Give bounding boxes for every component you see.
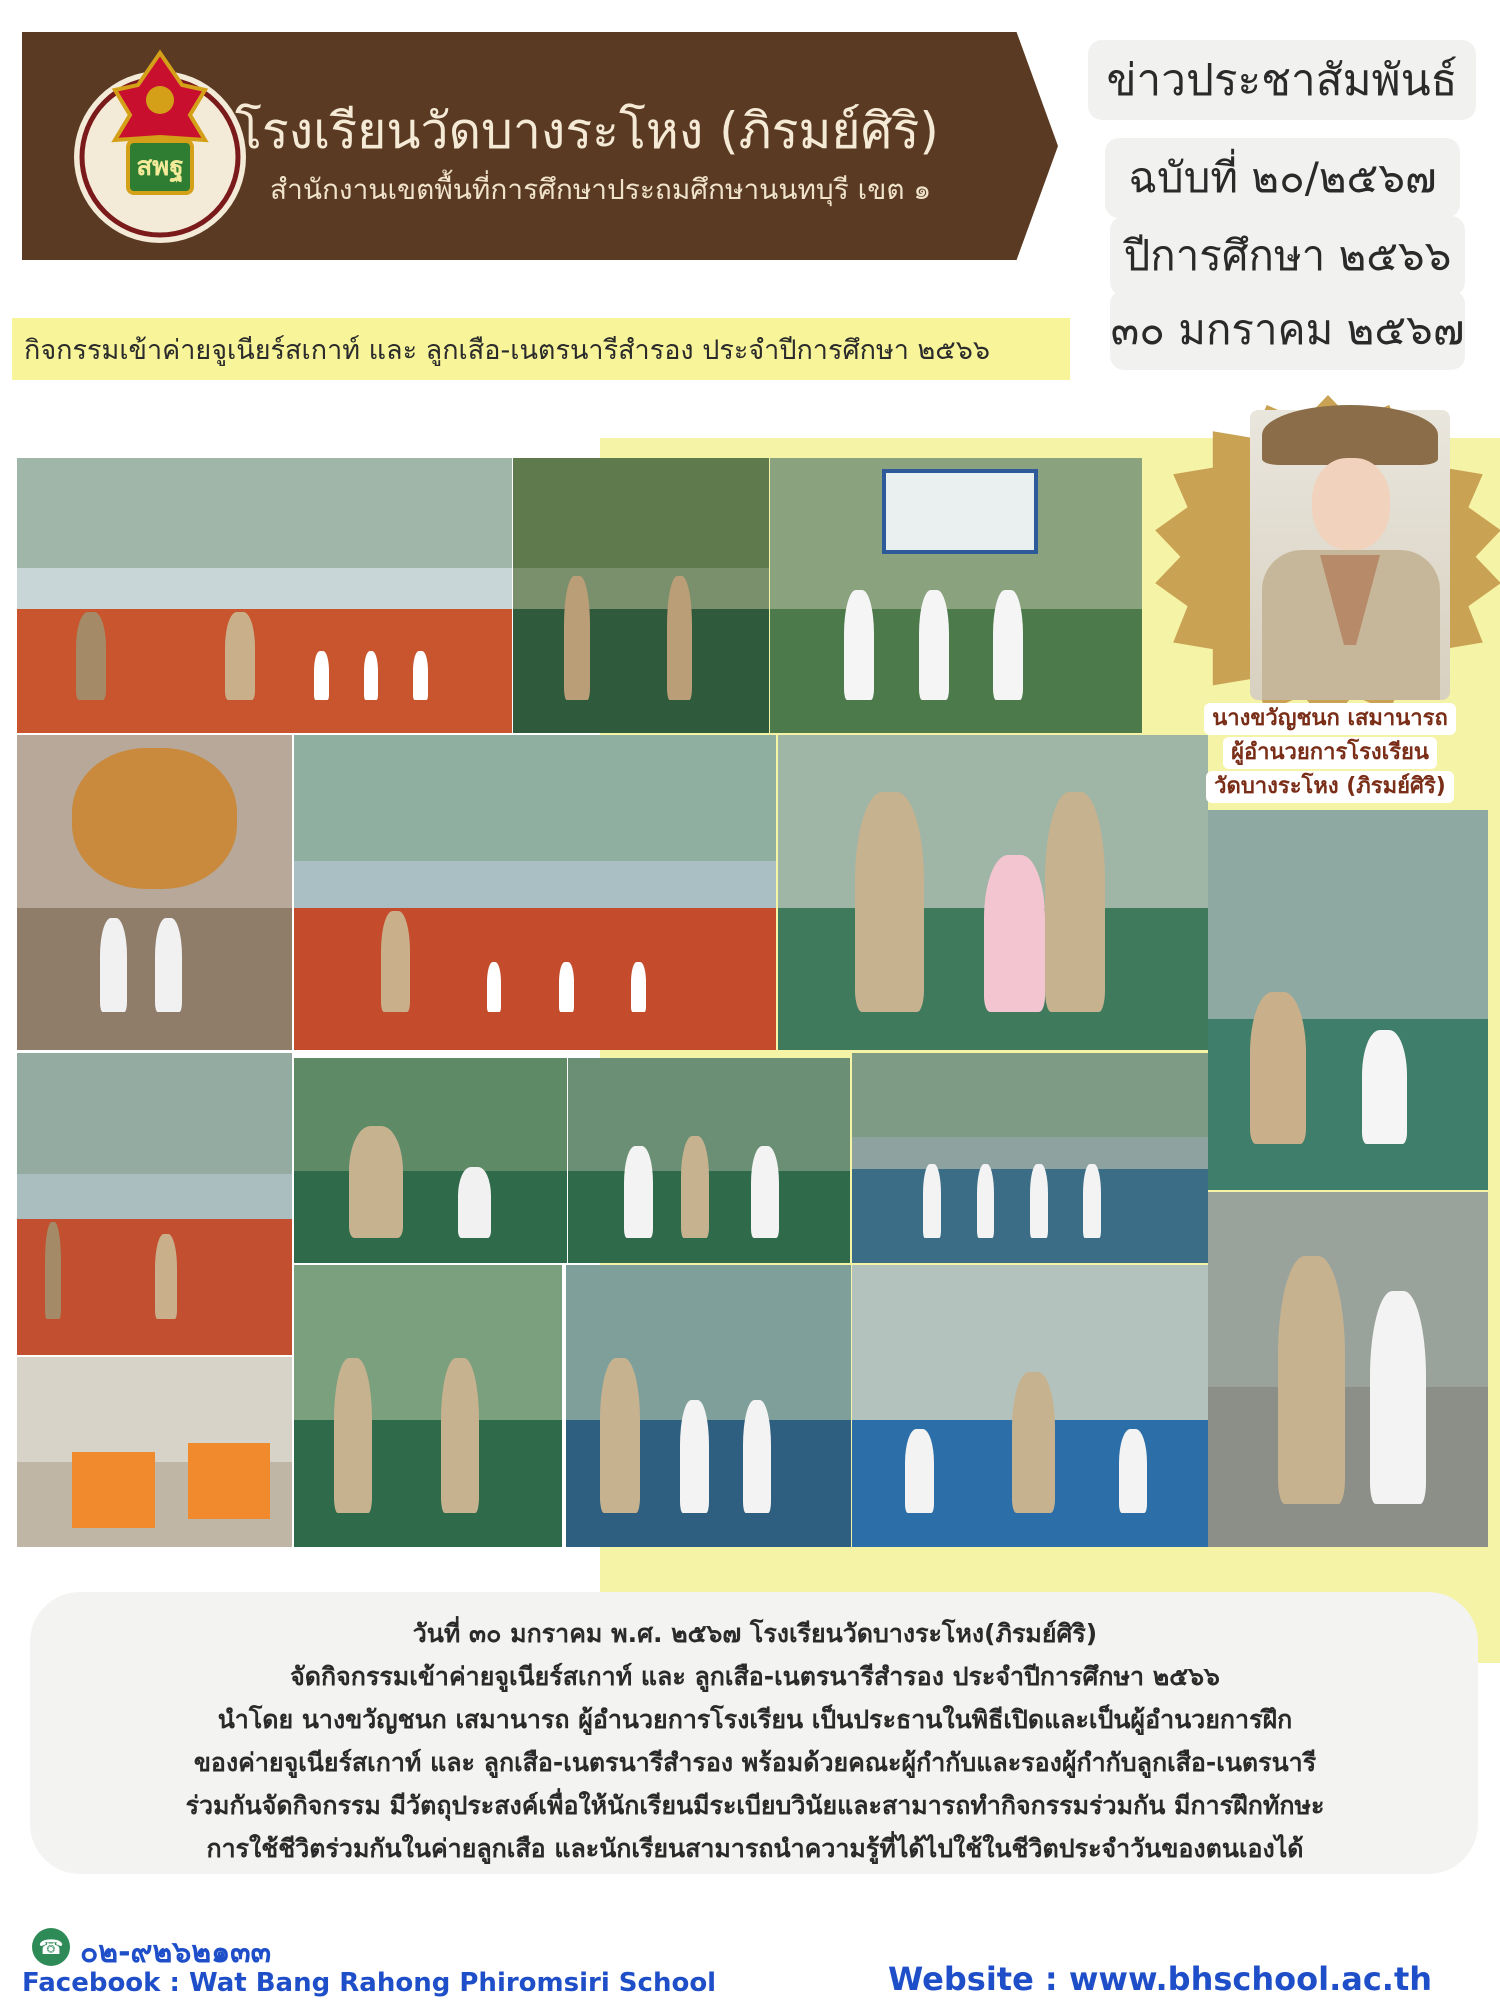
- academic-year: ปีการศึกษา ๒๕๖๖: [1110, 216, 1465, 296]
- photo-students-standing: [568, 1058, 850, 1263]
- photo-flag-ceremony: [294, 735, 776, 1050]
- photo-writing-activity: [17, 1357, 292, 1547]
- director-caption: [1180, 702, 1480, 804]
- director-school: วัดบางระโหง (ภิรมย์ศิริ): [1206, 771, 1454, 803]
- photo-tiger-sculpture: [17, 735, 292, 1050]
- photo-group-banner: [770, 458, 1142, 733]
- photo-rope-activity: [1208, 810, 1488, 1190]
- phone-icon: ☎: [32, 1928, 70, 1966]
- education-office-name: สำนักงานเขตพื้นที่การศึกษาประถมศึกษานนทบุรี เขต ๑: [270, 173, 932, 206]
- director-position: ผู้อำนวยการโรงเรียน: [1223, 737, 1437, 769]
- description-line: ร่วมกันจัดกิจกรรม มีวัตถุประสงค์เพื่อให้นักเรียนมีระเบียบวินัยและสามารถทำกิจกรรมร่วมกัน มีการฝึกทักษะ: [185, 1791, 1325, 1820]
- website-link[interactable]: Website : www.bhschool.ac.th: [888, 1960, 1433, 1998]
- description-line: จัดกิจกรรมเข้าค่ายจูเนียร์สเกาท์ และ ลูกเสือ-เนตรนารีสำรอง ประจำปีการศึกษา ๒๕๖๖: [290, 1662, 1220, 1691]
- event-title: กิจกรรมเข้าค่ายจูเนียร์สเกาท์ และ ลูกเสือ-เนตรนารีสำรอง ประจำปีการศึกษา ๒๕๖๖: [12, 318, 1070, 380]
- photo-seated-circle: [566, 1265, 851, 1547]
- photo-scarf-tying: [778, 735, 1208, 1050]
- director-name: นางขวัญชนก เสมานารถ: [1204, 703, 1456, 735]
- photo-court-lineup: [17, 1053, 292, 1355]
- description-line: ของค่ายจูเนียร์สเกาท์ และ ลูกเสือ-เนตรนารีสำรอง พร้อมด้วยคณะผู้กำกับและรองผู้กำกับลูกเสือ-เนตรนารี: [193, 1748, 1317, 1777]
- scout-hat: [1262, 405, 1438, 465]
- director-face: [1312, 458, 1390, 550]
- description-line: วันที่ ๓๐ มกราคม พ.ศ. ๒๕๖๗ โรงเรียนวัดบางระโหง(ภิรมย์ศิริ): [412, 1619, 1098, 1648]
- svg-text:สพฐ: สพฐ: [136, 152, 184, 182]
- photo-flag-lesson: [852, 1265, 1208, 1547]
- news-type-label: ข่าวประชาสัมพันธ์: [1088, 40, 1476, 120]
- description-text: [40, 1612, 1470, 1870]
- photo-outdoor-station: [294, 1265, 562, 1547]
- facebook-link[interactable]: Facebook : Wat Bang Rahong Phiromsiri School: [22, 1968, 717, 1998]
- photo-kneeling-leader: [294, 1058, 567, 1263]
- publish-date: ๓๐ มกราคม ๒๕๖๗: [1110, 290, 1465, 370]
- photo-court-assembly: [17, 458, 512, 733]
- photo-leader-student: [1208, 1192, 1488, 1547]
- photo-seated-students: [513, 458, 769, 733]
- issue-number: ฉบับที่ ๒๐/๒๕๖๗: [1105, 138, 1460, 218]
- phone-number[interactable]: ๐๒-๙๒๖๒๑๓๓: [80, 1935, 272, 1970]
- school-logo: [70, 45, 250, 250]
- school-name: โรงเรียนวัดบางระโหง (ภิรมย์ศิริ): [235, 102, 939, 160]
- description-line: นำโดย นางขวัญชนก เสมานารถ ผู้อำนวยการโรงเรียน เป็นประธานในพิธีเปิดและเป็นผู้อำนวยการฝึก: [217, 1705, 1293, 1734]
- description-line: การใช้ชีวิตร่วมกันในค่ายลูกเสือ และนักเรียนสามารถนำความรู้ที่ได้ไปใช้ในชีวิตประจำวันของตนเองได้: [206, 1834, 1304, 1863]
- photo-large-group: [852, 1053, 1208, 1263]
